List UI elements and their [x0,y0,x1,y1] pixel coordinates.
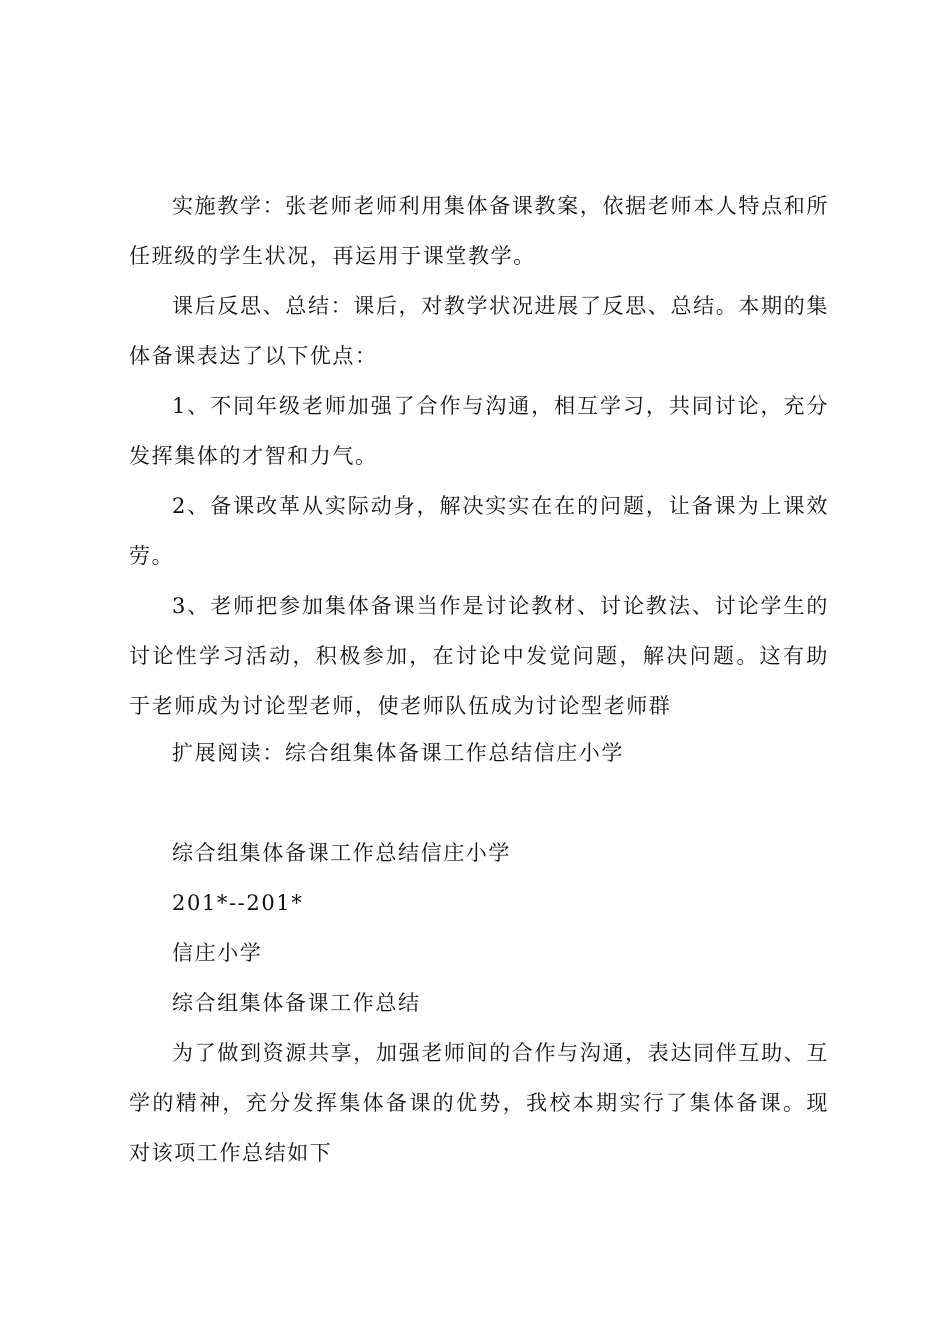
intro-paragraph: 为了做到资源共享，加强老师间的合作与沟通，表达同伴互助、互学的精神，充分发挥集体备课的优势，我校本期实行了集体备课。现对该项工作总结如下 [129,1041,829,1165]
section-title: 综合组集体备课工作总结信庄小学 [172,841,511,865]
report-subtitle: 综合组集体备课工作总结 [172,991,421,1015]
paragraph-point-2: 2、备课改革从实际动身，解决实实在在的问题，让备课为上课效劳。 [129,494,829,568]
school-year: 201*--201* [172,891,304,915]
paragraph-teaching: 实施教学：张老师老师利用集体备课教案，依据老师本人特点和所任班级的学生状况，再运用于课堂教学。 [129,194,829,268]
school-name: 信庄小学 [172,941,263,965]
paragraph-point-1: 1、不同年级老师加强了合作与沟通，相互学习，共同讨论，充分发挥集体的才智和力气。 [129,394,829,468]
extended-reading: 扩展阅读：综合组集体备课工作总结信庄小学 [172,741,624,765]
paragraph-point-3: 3、老师把参加集体备课当作是讨论教材、讨论教法、讨论学生的讨论性学习活动，积极参加，在讨论中发觉问题，解决问题。这有助于老师成为讨论型老师，使老师队伍成为讨论型老师群 [129,594,829,718]
paragraph-reflection: 课后反思、总结：课后，对教学状况进展了反思、总结。本期的集体备课表达了以下优点： [129,294,829,368]
